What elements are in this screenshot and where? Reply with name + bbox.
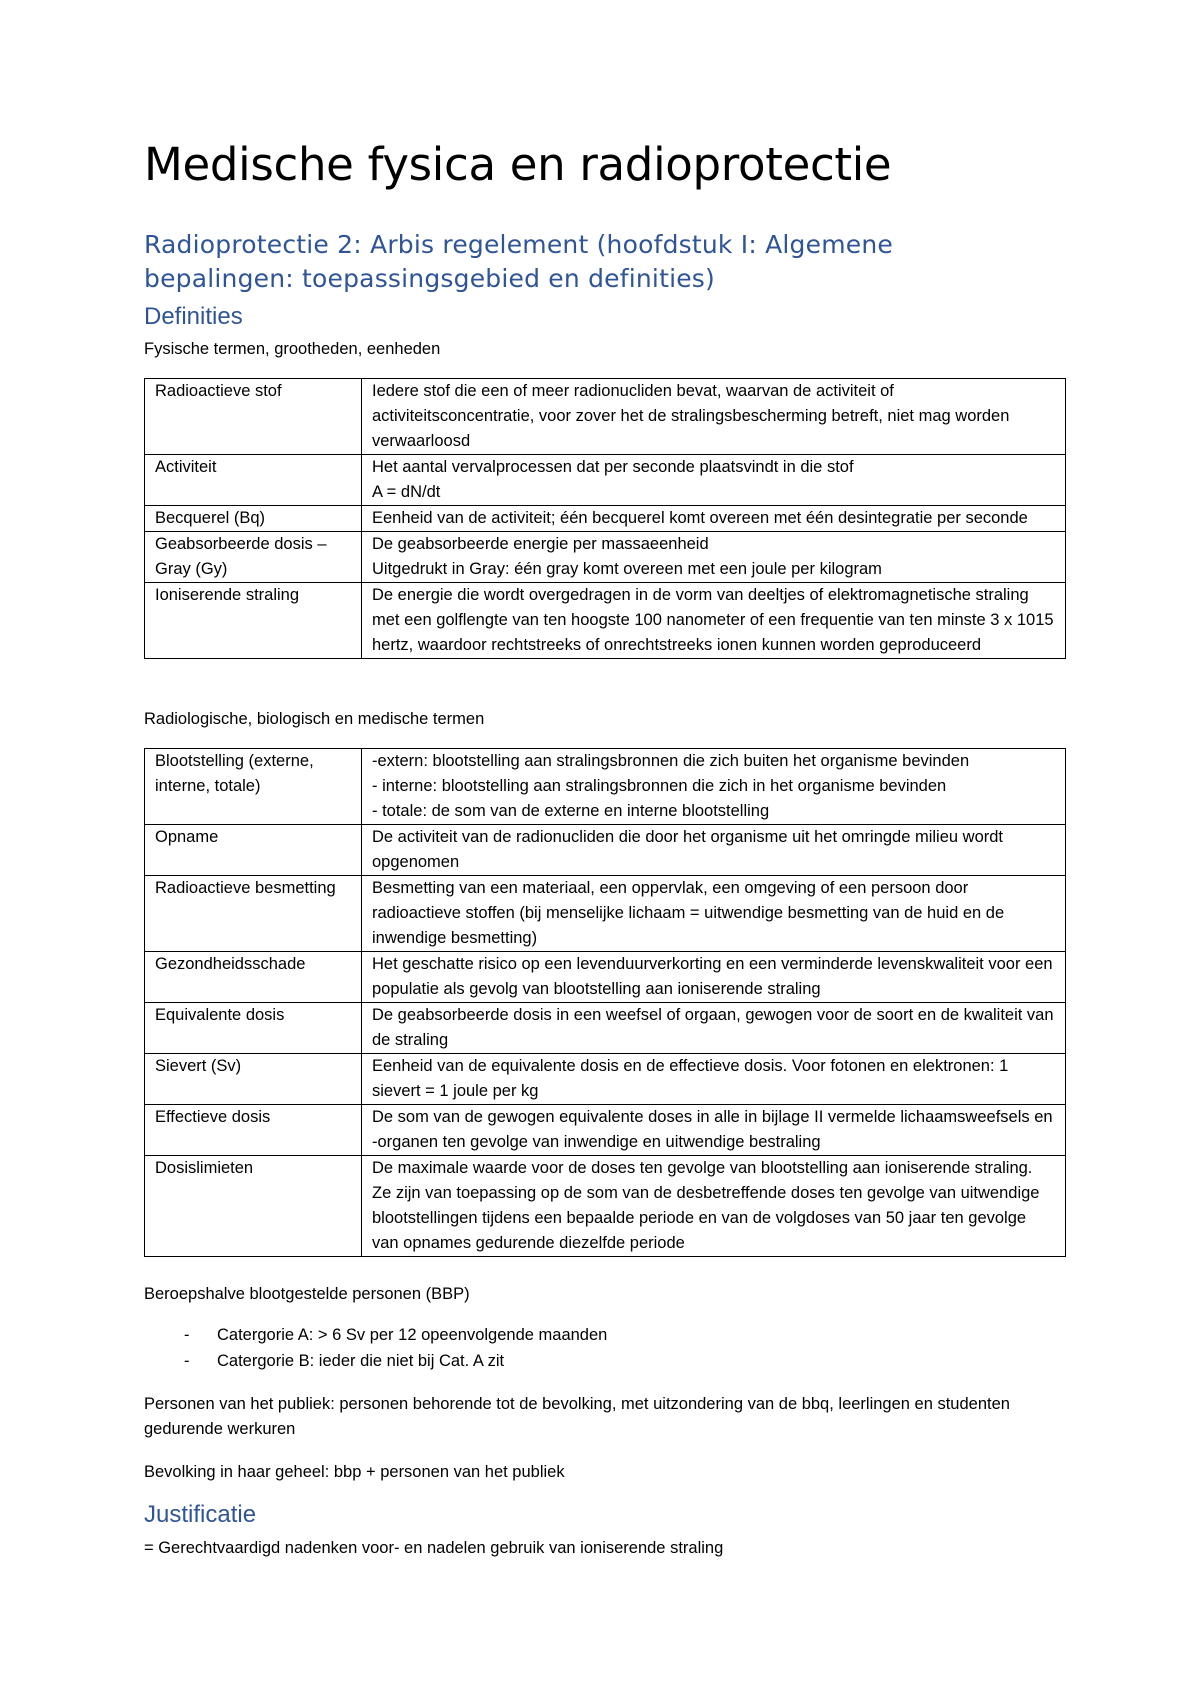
table-row (145, 749, 1066, 825)
table-row (145, 379, 1066, 455)
paragraph-publiek: Personen van het publiek: personen behorende tot de bevolking, met uitzondering van de bbq, leerlingen en studenten gedurende werkuren (144, 1395, 1010, 1438)
caption-fysische-termen: Fysische termen, grootheden, eenheden (144, 340, 441, 358)
definition-cell: Eenheid van de activiteit; één becquerel komt overeen met één desintegratie per seconde (362, 506, 1066, 532)
table-row (145, 1003, 1066, 1054)
table-row (145, 583, 1066, 659)
justificatie-text: = Gerechtvaardigd nadenken voor- en nadelen gebruik van ioniserende straling (144, 1539, 724, 1557)
definition-cell: De energie die wordt overgedragen in de vorm van deeltjes of elektromagnetische straling met een golflengte van ten hoogste 100 nanometer of een frequentie van ten minste 3 x 1015 hertz, waardoor rechtstreeks of onrechtstreeks ionen kunnen worden geproduceerd (362, 583, 1066, 659)
term-cell: Blootstelling (externe, interne, totale) (145, 749, 362, 825)
subtitle-heading: Radioprotectie 2: Arbis regelement (hoofdstuk I: Algemene bepalingen: toepassingsgebied en definities) (144, 230, 893, 293)
term-cell: Opname (145, 825, 362, 876)
term-cell: Sievert (Sv) (145, 1054, 362, 1105)
bbp-heading: Beroepshalve blootgestelde personen (BBP) (144, 1285, 470, 1303)
definition-cell: Iedere stof die een of meer radionucliden bevat, waarvan de activiteit of activiteitsconcentratie, voor zover het de stralingsbescherming betreft, niet mag worden verwaarloosd (362, 379, 1066, 455)
definition-cell: De geabsorbeerde energie per massaeenheid Uitgedrukt in Gray: één gray komt overeen met een joule per kilogram (362, 532, 1066, 583)
term-cell: Equivalente dosis (145, 1003, 362, 1054)
definition-cell: -extern: blootstelling aan stralingsbronnen die zich buiten het organisme bevinden - interne: blootstelling aan stralingsbronnen die zich in het organisme bevinden - totale: de som van de externe en interne blootstelling (362, 749, 1066, 825)
table-radiologische-termen (144, 748, 1066, 1257)
table-row (145, 876, 1066, 952)
definition-cell: De maximale waarde voor de doses ten gevolge van blootstelling aan ioniserende straling. Ze zijn van toepassing op de som van de desbetreffende doses ten gevolge van uitwendige blootstellingen tijdens een bepaalde periode en van de volgdoses van 50 jaar ten gevolge van opnames gedurende diezelfde periode (362, 1156, 1066, 1257)
table-row (145, 952, 1066, 1003)
list-item: - Catergorie A: > 6 Sv per 12 opeenvolgende maanden (184, 1326, 608, 1344)
definition-cell: De geabsorbeerde dosis in een weefsel of orgaan, gewogen voor de soort en de kwaliteit van de straling (362, 1003, 1066, 1054)
term-cell: Ioniserende straling (145, 583, 362, 659)
definition-cell: De activiteit van de radionucliden die door het organisme uit het omringde milieu wordt opgenomen (362, 825, 1066, 876)
page-title: Medische fysica en radioprotectie (144, 138, 892, 191)
table-row (145, 506, 1066, 532)
term-cell: Activiteit (145, 455, 362, 506)
section-heading-definities: Definities (144, 303, 243, 330)
section-heading-justificatie: Justificatie (144, 1501, 257, 1528)
list-item: - Catergorie B: ieder die niet bij Cat. A zit (184, 1352, 505, 1370)
definition-cell: Eenheid van de equivalente dosis en de effectieve dosis. Voor fotonen en elektronen: 1 sievert = 1 joule per kg (362, 1054, 1066, 1105)
term-cell: Radioactieve stof (145, 379, 362, 455)
term-cell: Effectieve dosis (145, 1105, 362, 1156)
term-cell: Gezondheidsschade (145, 952, 362, 1003)
table-row (145, 1054, 1066, 1105)
table-row (145, 532, 1066, 583)
table-row (145, 825, 1066, 876)
table-row (145, 1105, 1066, 1156)
term-cell: Geabsorbeerde dosis – Gray (Gy) (145, 532, 362, 583)
term-cell: Dosislimieten (145, 1156, 362, 1257)
definition-cell: Het aantal vervalprocessen dat per seconde plaatsvindt in die stof A = dN/dt (362, 455, 1066, 506)
term-cell: Becquerel (Bq) (145, 506, 362, 532)
definition-cell: Het geschatte risico op een levenduurverkorting en een verminderde levenskwaliteit voor een populatie als gevolg van blootstelling aan ioniserende straling (362, 952, 1066, 1003)
table-row (145, 1156, 1066, 1257)
table-row (145, 455, 1066, 506)
paragraph-bevolking: Bevolking in haar geheel: bbp + personen van het publiek (144, 1463, 565, 1481)
table-fysische-termen (144, 378, 1066, 659)
definition-cell: Besmetting van een materiaal, een oppervlak, een omgeving of een persoon door radioactieve stoffen (bij menselijke lichaam = uitwendige besmetting van de huid en de inwendige besmetting) (362, 876, 1066, 952)
caption-radiologische-termen: Radiologische, biologisch en medische termen (144, 710, 485, 728)
definition-cell: De som van de gewogen equivalente doses in alle in bijlage II vermelde lichaamsweefsels en -organen ten gevolge van inwendige en uitwendige bestraling (362, 1105, 1066, 1156)
bbp-category-list (144, 1323, 607, 1375)
term-cell: Radioactieve besmetting (145, 876, 362, 952)
